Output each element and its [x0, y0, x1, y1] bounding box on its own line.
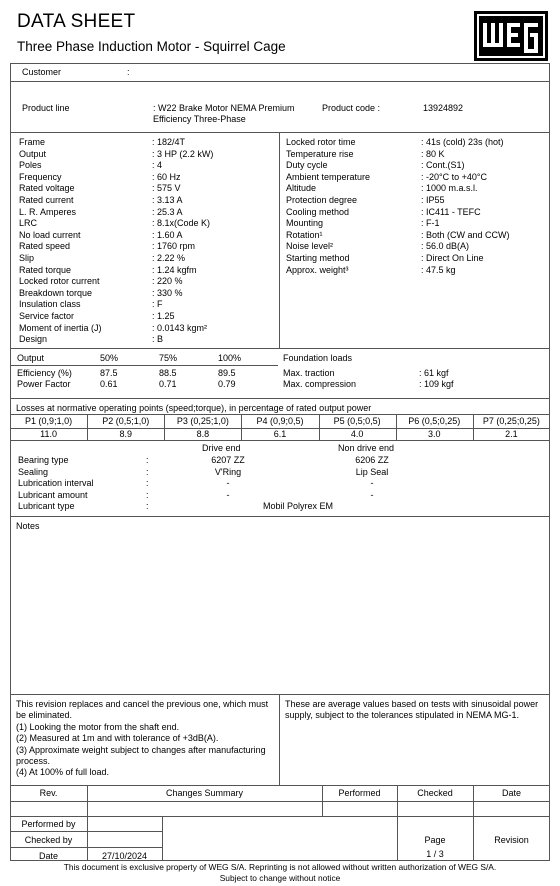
revision-label: Revision	[494, 835, 529, 845]
spec-right-label-1: Temperature rise	[286, 148, 354, 159]
bearing-row-label: Lubrication interval	[18, 478, 94, 488]
bearing-drive-end-value: -	[226, 489, 230, 500]
spec-label-12: Locked rotor current	[19, 276, 100, 287]
rev-header: Rev.	[39, 788, 58, 798]
spec-label-6: L. R. Amperes	[19, 206, 77, 217]
spec-value-8: : 1.60 A	[152, 229, 183, 240]
spec-right-value-0: : 41s (cold) 23s (hot)	[421, 137, 504, 147]
footnotes-left: This revision replaces and cancel the previous one, which must be eliminated. (1) Looking the motor from the shaft end. (2) Measured at 1m and with tolerance of +3dB(A). (3) Approximate weight subject to changes after manufacturing process. (4) At 100% of full load.	[16, 699, 269, 778]
spec-right-label-7: Mounting	[286, 218, 324, 229]
losses-title: Losses at normative operating points (speed;torque), in percentage of rated output power	[16, 403, 372, 413]
spec-value-4: : 575 V	[152, 183, 181, 194]
loss-point-header: P7 (0,25;0,25)	[482, 416, 540, 426]
bearing-drive-end-value: 6207 ZZ	[211, 455, 245, 465]
spec-value-9: : 1760 rpm	[152, 241, 196, 252]
bearing-non-drive-end-value: -	[370, 489, 374, 500]
spec-right-value-9: : 56.0 dB(A)	[421, 241, 470, 252]
footer-copyright: This document is exclusive property of WEG S/A. Reprinting is not allowed without written authorization of WEG S/A.	[63, 862, 497, 872]
spec-right-label-4: Altitude	[286, 183, 317, 194]
page-title: DATA SHEET	[17, 11, 136, 32]
loss-point-header: P6 (0,5;0,25)	[408, 416, 461, 426]
spec-right-value-10: : Direct On Line	[421, 252, 484, 263]
specs-left-values	[152, 137, 213, 346]
bearing-row-label: Bearing type	[18, 455, 69, 465]
traction-value: : 61 kgf	[419, 368, 449, 378]
loss-point-header: P5 (0,5;0,5)	[333, 416, 381, 426]
spec-value-16: : 0.0143 kgm²	[152, 322, 208, 333]
loss-point-header: P4 (0,9;0,5)	[256, 416, 304, 426]
spec-value-3: : 60 Hz	[152, 171, 181, 182]
loss-point-header: P3 (0,25;1,0)	[176, 416, 229, 426]
spec-value-7: : 8.1x(Code K)	[152, 218, 211, 229]
spec-label-1: Output	[19, 148, 47, 159]
page-label: Page	[424, 835, 446, 845]
spec-label-7: LRC	[19, 218, 38, 229]
customer-label: Customer	[22, 67, 62, 77]
compression-value: : 109 kgf	[419, 379, 454, 389]
spec-label-8: No load current	[19, 229, 81, 240]
product-code-label: Product code :	[322, 103, 381, 113]
spec-value-12: : 220 %	[152, 276, 183, 287]
performed-by-label: Performed by	[21, 819, 76, 829]
efficiency-75: 88.5	[159, 368, 177, 378]
product-code-value: 13924892	[423, 103, 464, 113]
traction-label: Max. traction	[283, 368, 335, 378]
power-factor-75: 0.71	[159, 379, 177, 389]
compression-label: Max. compression	[283, 379, 357, 389]
power-factor-label: Power Factor	[17, 379, 71, 389]
spec-value-10: : 2.22 %	[152, 252, 186, 263]
spec-right-value-3: : -20°C to +40°C	[421, 171, 487, 182]
loss-point-value: 8.8	[196, 429, 210, 439]
load-header-output: Output	[17, 353, 45, 363]
bearing-drive-end-value: V'Ring	[214, 466, 242, 477]
spec-label-11: Rated torque	[19, 264, 72, 275]
footer-disclaimer: Subject to change without notice	[219, 873, 341, 883]
loss-point-header: P1 (0,9;1,0)	[25, 416, 73, 426]
checked-header: Checked	[417, 788, 453, 798]
load-header-50: 50%	[100, 353, 119, 363]
spec-label-16: Moment of inertia (J)	[19, 322, 102, 333]
spec-value-13: : 330 %	[152, 287, 183, 298]
non-drive-end-heading: Non drive end	[338, 443, 395, 453]
power-factor-50: 0.61	[100, 379, 118, 389]
spec-value-5: : 3.13 A	[152, 194, 183, 205]
spec-right-label-0: Locked rotor time	[286, 137, 356, 147]
bearing-row-label: Sealing	[18, 466, 49, 477]
efficiency-50: 87.5	[100, 368, 118, 378]
bearing-non-drive-end-value: Lip Seal	[355, 466, 389, 477]
efficiency-label: Efficiency (%)	[17, 368, 72, 378]
spec-value-6: : 25.3 A	[152, 206, 183, 217]
spec-label-0: Frame	[19, 137, 46, 147]
loss-point-value: 11.0	[40, 429, 57, 439]
page-value: 1 / 3	[426, 849, 444, 859]
spec-right-label-11: Approx. weight³	[286, 264, 349, 275]
spec-right-value-2: : Cont.(S1)	[421, 160, 465, 171]
spec-label-15: Service factor	[19, 310, 75, 321]
drive-end-heading: Drive end	[202, 443, 241, 453]
bearing-non-drive-end-value: 6206 ZZ	[355, 455, 389, 465]
spec-right-value-1: : 80 K	[421, 148, 445, 159]
bearing-non-drive-end-value: -	[370, 478, 374, 488]
spec-right-label-2: Duty cycle	[286, 160, 328, 171]
spec-right-label-10: Starting method	[286, 252, 350, 263]
spec-label-13: Breakdown torque	[19, 287, 93, 298]
spec-value-11: : 1.24 kgfm	[152, 264, 197, 275]
page-subtitle: Three Phase Induction Motor - Squirrel Cage	[17, 39, 286, 54]
spec-right-label-6: Cooling method	[286, 206, 350, 217]
bearing-row-sep: :	[146, 466, 149, 477]
loss-point-value: 6.1	[273, 429, 287, 439]
spec-value-1: : 3 HP (2.2 kW)	[152, 148, 214, 159]
date-value: 27/10/2024	[101, 851, 148, 861]
spec-label-4: Rated voltage	[19, 183, 75, 194]
performed-header: Performed	[338, 788, 381, 798]
spec-value-2: : 4	[152, 160, 163, 171]
loss-point-value: 3.0	[428, 429, 441, 439]
footnotes-right: These are average values based on tests with sinusoidal power supply, subject to the tolerances stipulated in NEMA MG-1.	[285, 699, 539, 721]
lubricant-type-sep: :	[146, 501, 149, 511]
customer-sep: :	[127, 67, 130, 77]
bearing-row-sep: :	[146, 455, 149, 465]
spec-value-14: : F	[152, 299, 163, 310]
load-header-100: 100%	[218, 353, 242, 363]
loss-point-value: 4.0	[350, 429, 364, 439]
spec-value-0: : 182/4T	[152, 137, 186, 147]
checked-by-label: Checked by	[24, 835, 73, 845]
spec-label-14: Insulation class	[19, 299, 81, 310]
spec-label-2: Poles	[19, 160, 42, 171]
spec-right-label-5: Protection degree	[286, 194, 358, 205]
product-line-label: Product line	[22, 103, 70, 113]
power-factor-100: 0.79	[218, 379, 236, 389]
spec-label-3: Frequency	[19, 171, 62, 182]
spec-right-value-5: : IP55	[421, 194, 445, 205]
spec-right-value-4: : 1000 m.a.s.l.	[421, 183, 478, 194]
spec-right-value-8: : Both (CW and CCW)	[421, 229, 510, 240]
loss-point-value: 8.9	[119, 429, 132, 439]
specs-right-values	[421, 137, 510, 276]
spec-right-label-8: Rotation¹	[286, 229, 323, 240]
spec-right-label-3: Ambient temperature	[286, 171, 371, 182]
changes-summary-header: Changes Summary	[165, 788, 244, 798]
bearing-row-sep: :	[146, 478, 149, 488]
load-header-75: 75%	[159, 353, 178, 363]
spec-right-value-7: : F-1	[421, 218, 440, 229]
spec-right-label-9: Noise level²	[286, 241, 334, 252]
spec-right-value-6: : IC411 - TEFC	[421, 206, 481, 217]
bearing-row-label: Lubricant amount	[18, 489, 88, 500]
spec-label-9: Rated speed	[19, 241, 71, 252]
specs-right-labels	[286, 137, 370, 276]
loss-point-header: P2 (0,5;1,0)	[102, 416, 150, 426]
lubricant-type-label: Lubricant type	[18, 501, 75, 511]
spec-value-15: : 1.25	[152, 310, 175, 321]
specs-left-labels	[19, 137, 102, 346]
loss-point-value: 2.1	[505, 429, 518, 439]
spec-label-10: Slip	[19, 252, 35, 263]
notes-label: Notes	[16, 521, 40, 531]
weg-logo	[474, 11, 548, 61]
spec-right-value-11: : 47.5 kg	[421, 264, 456, 275]
spec-label-17: Design	[19, 334, 48, 345]
lubricant-type-value: Mobil Polyrex EM	[263, 501, 334, 511]
efficiency-100: 89.5	[218, 368, 236, 378]
spec-label-5: Rated current	[19, 194, 74, 205]
bearing-row-sep: :	[146, 489, 149, 500]
spec-value-17: : B	[152, 334, 164, 345]
date-label: Date	[38, 851, 58, 861]
bearing-drive-end-value: -	[226, 478, 230, 488]
product-line-value: : W22 Brake Motor NEMA Premium Efficiency Three-Phase	[153, 103, 295, 125]
date-header: Date	[501, 788, 521, 798]
foundation-title: Foundation loads	[283, 353, 353, 363]
